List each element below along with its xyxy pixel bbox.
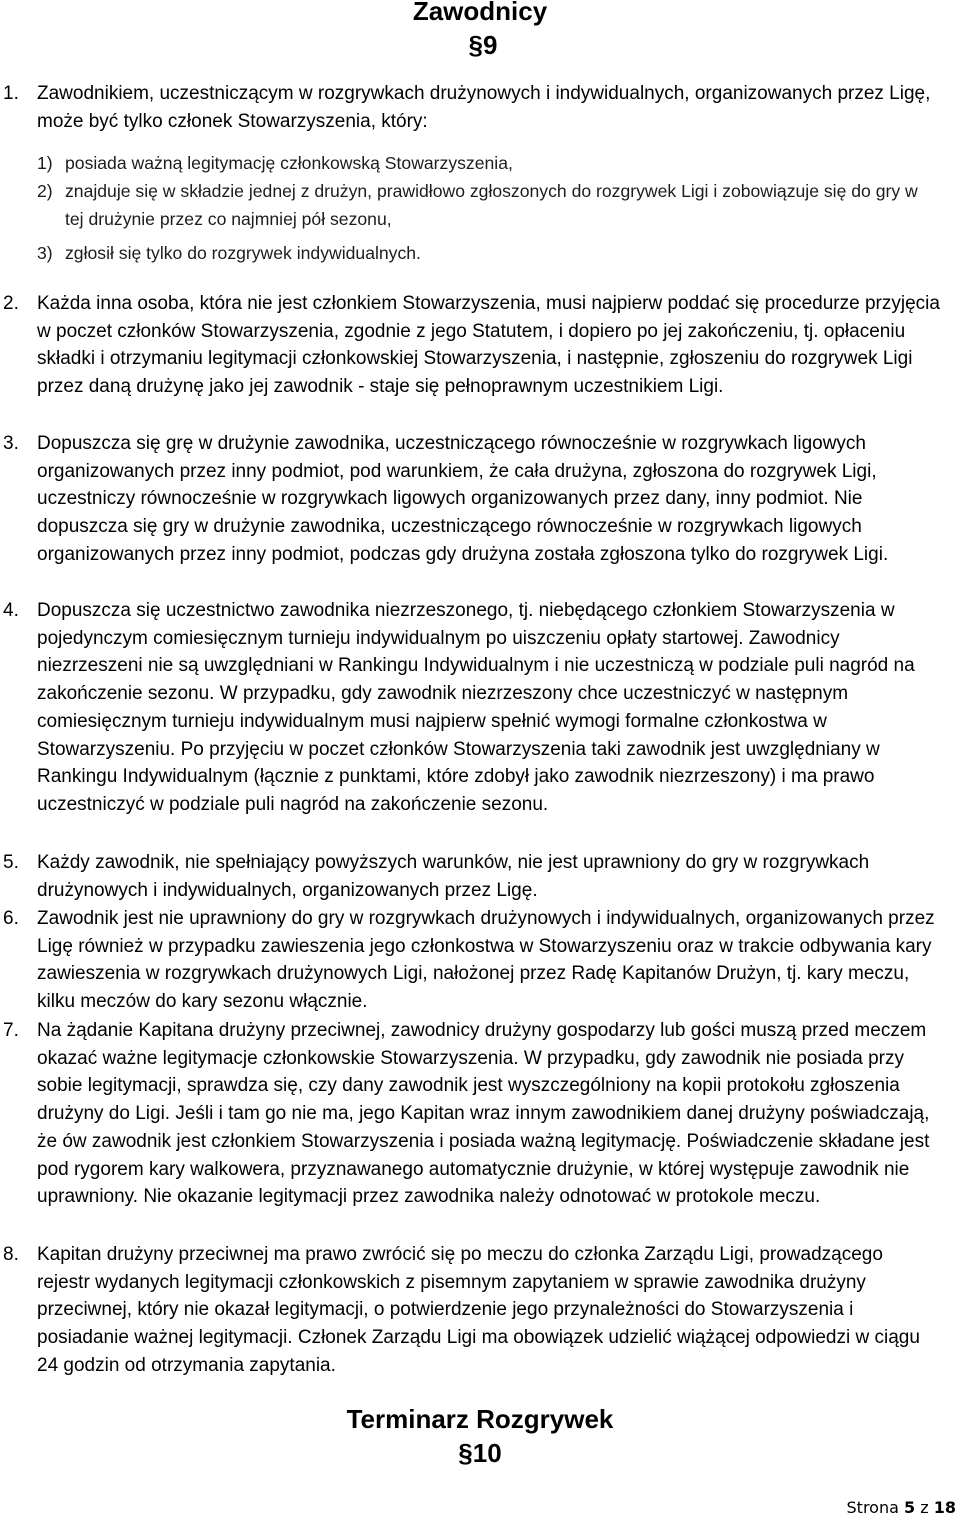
list-item — [0, 430, 940, 569]
sub-list-item — [0, 240, 940, 268]
section-title: Terminarz Rozgrywek — [346, 1404, 614, 1434]
sub-item-text: znajduje się w składzie jednej z drużyn, prawidłowo zgłoszonych do rozgrywek Ligi i zobowiązuje się do gry w tej drużynie przez co najmniej pół sezonu, — [65, 181, 918, 229]
section-title: Zawodnicy — [412, 0, 548, 26]
total-pages: 18 — [933, 1498, 956, 1517]
page-separator: z — [920, 1498, 929, 1517]
item-number: 5. — [3, 852, 19, 873]
item-number: 1. — [3, 83, 19, 104]
item-text: Każdy zawodnik, nie spełniający powyższych warunków, nie jest uprawniony do gry w rozgrywkach drużynowych i indywidualnych, organizowanych przez Ligę. — [37, 852, 870, 901]
list-item — [0, 1241, 940, 1380]
item-text: Zawodnik jest nie uprawniony do gry w rozgrywkach drużynowych i indywidualnych, organizowanych przez Ligę również w przypadku zawieszenia jego członkostwa w Stowarzyszeniu oraz w trakcie odbywania kary zawieszenia w rozgrywkach drużynowych Ligi, nałożonej przez Radę Kapitanów Drużyn, tj. kary meczu, kilku meczów do kary sezonu włącznie. — [37, 908, 935, 1013]
item-text: Zawodnikiem, uczestniczącym w rozgrywkach drużynowych i indywidualnych, organizowanych przez Ligę, może być tylko członek Stowarzyszenia, który: — [37, 83, 931, 132]
list-item — [0, 849, 940, 904]
list-item — [0, 905, 940, 1016]
sub-item-text: posiada ważną legitymację członkowską Stowarzyszenia, — [65, 153, 513, 173]
item-text: Dopuszcza się grę w drużynie zawodnika, uczestniczącego równocześnie w rozgrywkach ligowych organizowanych przez inny podmiot, pod warunkiem, że cała drużyna, zgłoszona do rozgrywek Ligi, uczestniczy równocześnie w rozgrywkach ligowych organizowanych przez dany, inny podmiot. Nie dopuszcza się gry w drużynie zawodnika, uczestniczącego równocześnie w rozgrywkach ligowych organizowanych przez inny podmiot, podczas gdy drużyna została zgłoszona tylko do rozgrywek Ligi. — [37, 433, 889, 565]
page-label: Strona — [846, 1498, 899, 1517]
sub-list-item — [0, 150, 940, 178]
list-item — [0, 80, 940, 135]
item-text: Kapitan drużyny przeciwnej ma prawo zwrócić się po meczu do członka Zarządu Ligi, prowadzącego rejestr wydanych legitymacji członkowskich z pisemnym zapytaniem w sprawie zawodnika drużyny przeciwnej, który nie okazał legitymacji, o potwierdzenie jego przynależności do Stowarzyszenia i posiadanie ważnej legitymacji. Członek Zarządu Ligi ma obowiązek udzielić wiążącej odpowiedzi w ciągu 24 godzin od otrzymania zapytania. — [37, 1244, 920, 1376]
sub-item-number: 3) — [37, 243, 53, 263]
paragraph-number: §10 — [458, 1438, 502, 1468]
item-number: 4. — [3, 600, 19, 621]
item-text: Każda inna osoba, która nie jest członkiem Stowarzyszenia, musi najpierw poddać się procedurze przyjęcia w poczet członków Stowarzyszenia, zgodnie z jego Statutem, i dopiero po jej zakończeniu, tj. opłaceniu składki i otrzymaniu legitymacji członkowskiej Stowarzyszenia, i następnie, zgłoszeniu do rozgrywek Ligi przez daną drużynę jako jej zawodnik - staje się pełnoprawnym uczestnikiem Ligi. — [37, 293, 940, 398]
sub-list-item — [0, 178, 940, 233]
item-number: 3. — [3, 433, 19, 454]
sub-item-text: zgłosił się tylko do rozgrywek indywidualnych. — [65, 243, 421, 263]
sub-item-number: 2) — [37, 181, 53, 201]
current-page: 5 — [904, 1498, 916, 1517]
page-counter — [847, 1497, 956, 1519]
list-item — [0, 597, 940, 819]
item-number: 6. — [3, 908, 19, 929]
paragraph-number: §9 — [468, 30, 498, 60]
item-number: 8. — [3, 1244, 19, 1265]
list-item — [0, 1017, 940, 1211]
item-text: Dopuszcza się uczestnictwo zawodnika niezrzeszonego, tj. niebędącego członkiem Stowarzyszenia w pojedynczym comiesięcznym turnieju indywidualnym po uiszczeniu opłaty startowej. Zawodnicy niezrzeszeni nie są uwzględniani w Rankingu Indywidualnym i nie uczestniczą w podziale puli nagród na zakończenie sezonu. W przypadku, gdy zawodnik niezrzeszony chce uczestniczyć w następnym comiesięcznym turnieju indywidualnym musi najpierw spełnić wymogi formalne członkostwa w Stowarzyszeniu. Po przyjęciu w poczet członków Stowarzyszenia taki zawodnik jest uwzględniany w Rankingu Indywidualnym (łącznie z punktami, które zdobył jako zawodnik niezrzeszony) i ma prawo uczestniczyć w podziale puli nagród na zakończenie sezonu. — [37, 600, 915, 815]
item-number: 7. — [3, 1020, 19, 1041]
sub-item-number: 1) — [37, 153, 53, 173]
list-item — [0, 290, 940, 401]
item-number: 2. — [3, 293, 19, 314]
item-text: Na żądanie Kapitana drużyny przeciwnej, zawodnicy drużyny gospodarzy lub gości muszą przed meczem okazać ważne legitymacje członkowskie Stowarzyszenia. W przypadku, gdy zawodnik nie posiada przy sobie legitymacji, sprawdza się, czy dany zawodnik jest wyszczególniony na kopii protokołu zgłoszenia drużyny do Ligi. Jeśli i tam go nie ma, jego Kapitan wraz innym zawodnikiem danej drużyny poświadczają, że ów zawodnik jest członkiem Stowarzyszenia i posiada ważną legitymację. Poświadczenie składane jest pod rygorem kary walkowera, przyznawanego automatycznie drużynie, w której występuje zawodnik nie uprawniony. Nie okazanie legitymacji przez zawodnika należy odnotować w protokole meczu. — [37, 1020, 930, 1208]
